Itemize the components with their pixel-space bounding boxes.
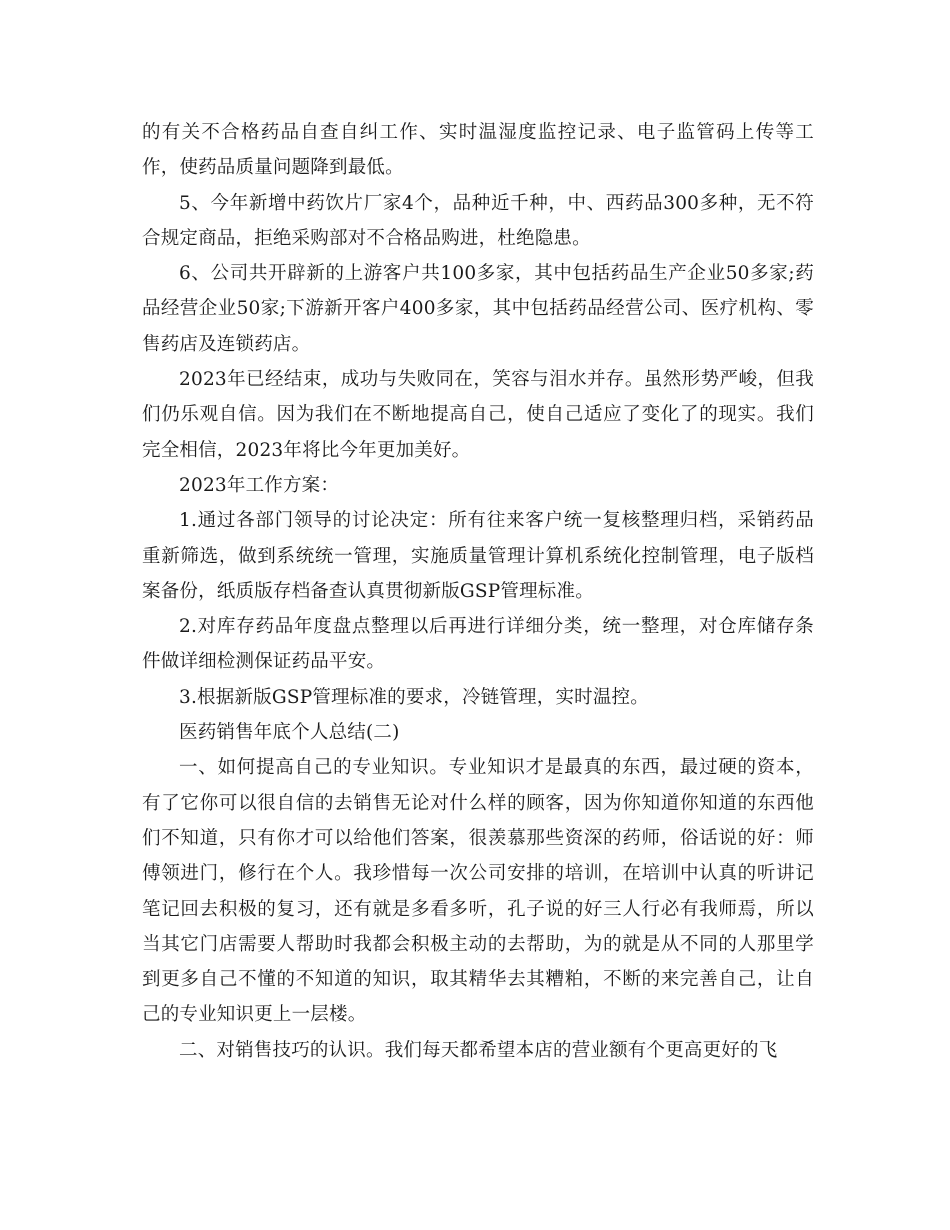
section-heading: 医药销售年底个人总结(二) bbox=[179, 722, 400, 744]
paragraph-1: 的有关不合格药品自查自纠工作、实时温湿度监控记录、电子监管码上传等工作，使药品质量问题降到最低。 bbox=[142, 122, 814, 179]
paragraph-10: 一、如何提高自己的专业知识。专业知识才是最真的东西，最过硬的资本，有了它你可以很自信的去销售无论对什么样的顾客，因为你知道你知道的东西他们不知道，只有你才可以给他们答案，很羡慕那些资深的药师，俗话说的好：师傅领进门，修行在个人。我珍惜每一次公司安排的培训，在培训中认真的听讲记笔记回去积极的复习，还有就是多看多听，孔子说的好三人行必有我师焉，所以当其它门店需要人帮助时我都会积极主动的去帮助，为的就是从不同的人那里学到更多自己不懂的不知道的知识，取其精华去其糟粕，不断的来完善自己，让自己的专业知识更上一层楼。 bbox=[142, 757, 814, 1026]
paragraph-7: 2.对库存药品年度盘点整理以后再进行详细分类，统一整理，对仓库储存条件做详细检测保证药品平安。 bbox=[142, 616, 814, 673]
paragraph-4: 2023年已经结束，成功与失败同在，笑容与泪水并存。虽然形势严峻，但我们仍乐观自信。因为我们在不断地提高自己，使自己适应了变化了的现实。我们完全相信，2023年将比今年更加美好。 bbox=[142, 369, 814, 461]
paragraph-8: 3.根据新版GSP管理标准的要求，冷链管理，实时温控。 bbox=[179, 686, 649, 708]
paragraph-5: 2023年工作方案： bbox=[179, 474, 340, 496]
paragraph-2: 5、今年新增中药饮片厂家4个，品种近千种，中、西药品300多种，无不符合规定商品，拒绝采购部对不合格品购进，杜绝隐患。 bbox=[142, 192, 814, 249]
paragraph-3: 6、公司共开辟新的上游客户共100多家，其中包括药品生产企业50多家;药品经营企业50家;下游新开客户400多家，其中包括药品经营公司、医疗机构、零售药店及连锁药店。 bbox=[142, 263, 814, 355]
paragraph-11: 二、对销售技巧的认识。我们每天都希望本店的营业额有个更高更好的飞 bbox=[179, 1039, 778, 1061]
paragraph-6: 1.通过各部门领导的讨论决定：所有往来客户统一复核整理归档，采销药品重新筛选，做到系统统一管理，实施质量管理计算机系统化控制管理，电子版档案备份，纸质版存档备查认真贯彻新版GSP管理标准。 bbox=[142, 510, 814, 602]
document-body bbox=[142, 115, 814, 1068]
